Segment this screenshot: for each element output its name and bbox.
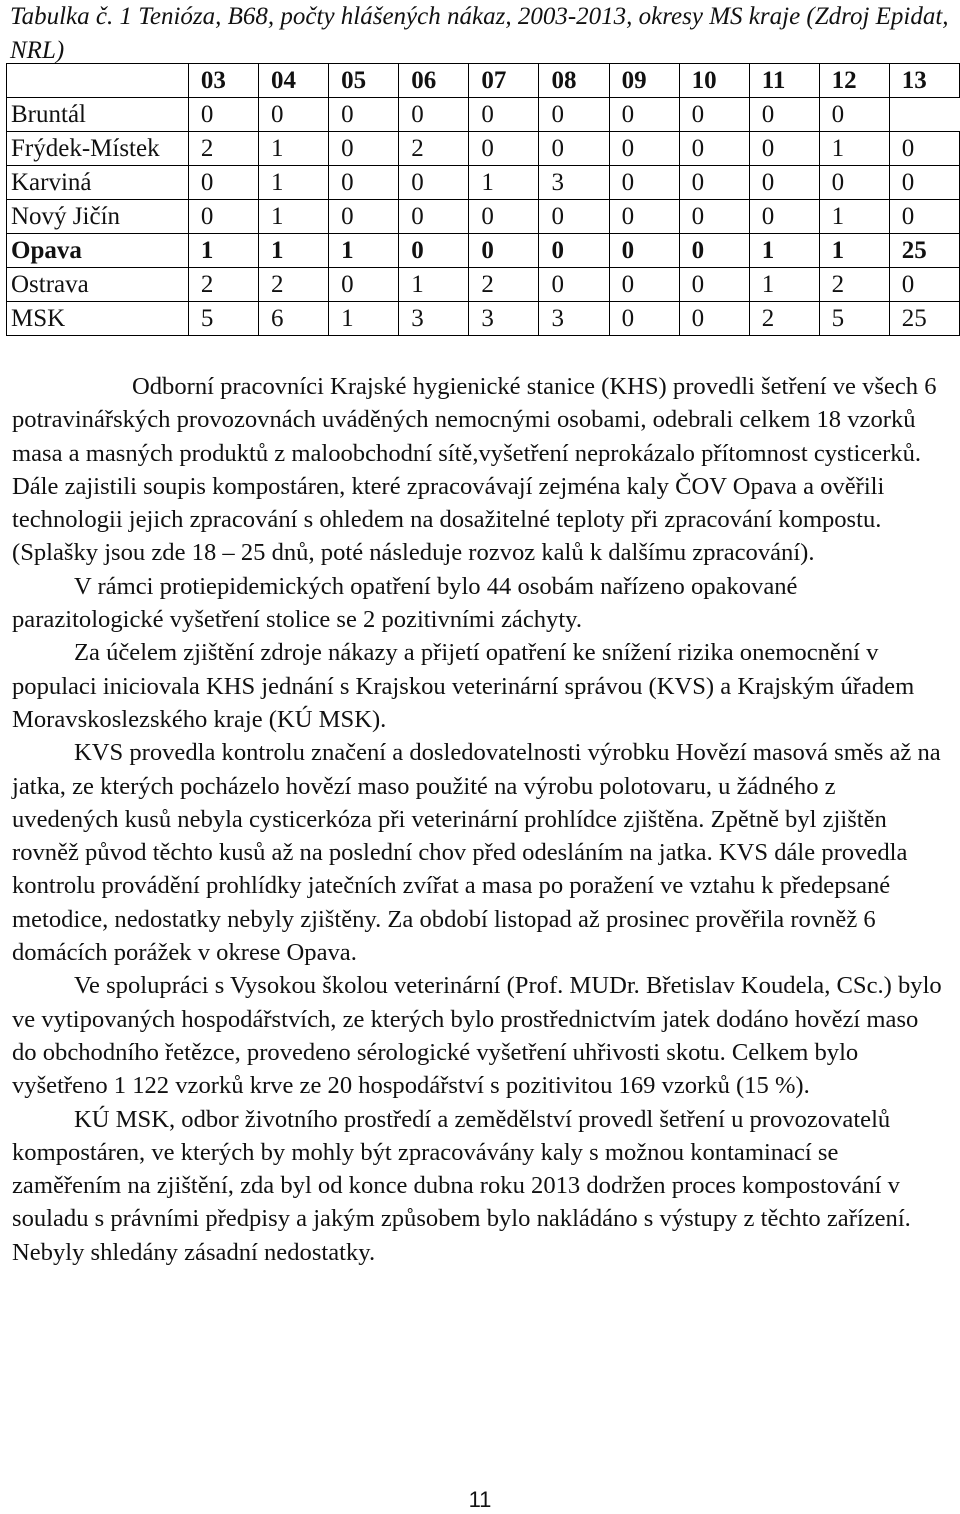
year-header: 05: [329, 64, 399, 98]
count-cell: 0: [819, 98, 889, 132]
year-header: 06: [399, 64, 469, 98]
count-cell: 1: [329, 302, 399, 336]
count-cell: 25: [889, 234, 959, 268]
count-cell: 1: [749, 268, 819, 302]
count-cell: 0: [188, 166, 258, 200]
count-cell: 0: [609, 302, 679, 336]
count-cell: 1: [819, 132, 889, 166]
count-cell: 2: [469, 268, 539, 302]
count-cell: 0: [679, 302, 749, 336]
count-cell: 0: [679, 234, 749, 268]
count-cell: 2: [188, 132, 258, 166]
table-row: [7, 234, 960, 268]
count-cell: 2: [188, 268, 258, 302]
count-cell: 6: [259, 302, 329, 336]
count-cell: 0: [609, 132, 679, 166]
count-cell: 1: [259, 166, 329, 200]
count-cell: 0: [329, 200, 399, 234]
count-cell: 5: [188, 302, 258, 336]
count-cell: 0: [539, 98, 609, 132]
count-cell: 1: [259, 132, 329, 166]
count-cell: 0: [399, 166, 469, 200]
count-cell: 0: [469, 234, 539, 268]
count-cell: 0: [749, 98, 819, 132]
year-header: 09: [609, 64, 679, 98]
count-cell: 3: [539, 166, 609, 200]
table-header-row: [7, 64, 960, 98]
table-body: [7, 98, 960, 336]
count-cell: 5: [819, 302, 889, 336]
district-name: Opava: [7, 234, 189, 268]
count-cell: 0: [329, 166, 399, 200]
count-cell: 1: [399, 268, 469, 302]
table-row: [7, 166, 960, 200]
count-cell: 0: [889, 268, 959, 302]
count-cell: 0: [609, 166, 679, 200]
count-cell: 0: [889, 200, 959, 234]
year-header: 03: [188, 64, 258, 98]
count-cell: 3: [469, 302, 539, 336]
district-name: Frýdek-Místek: [7, 132, 189, 166]
year-header: 08: [539, 64, 609, 98]
count-cell: 1: [749, 234, 819, 268]
count-cell: 0: [539, 234, 609, 268]
count-cell: 0: [329, 132, 399, 166]
count-cell: 2: [749, 302, 819, 336]
year-header: 13: [889, 64, 959, 98]
count-cell: 0: [679, 98, 749, 132]
page-number: 11: [468, 1487, 492, 1512]
table-row: [7, 268, 960, 302]
count-cell: 0: [399, 234, 469, 268]
count-cell: 0: [679, 166, 749, 200]
count-cell: 25: [889, 302, 959, 336]
count-cell: 0: [749, 166, 819, 200]
count-cell: 1: [259, 200, 329, 234]
table-row: [7, 98, 960, 132]
count-cell: 0: [188, 98, 258, 132]
paragraph: KVS provedla kontrolu značení a dosledovatelnosti výrobku Hovězí masová směs až na jatka, ze kterých pocházelo hovězí maso použité na výrobu polotovaru, u žádného z uvedených kusů nebyla cysticerkóza při veterinární prohlídce zjištěna. Zpětně byl zjištěn rovněž původ těchto kusů až na poslední chov před odesláním na jatka. KVS dále provedla kontrolu provádění prohlídky jatečních zvířat a masa po poražení ve vztahu k předepsané metodice, nedostatky nebyly zjištěny. Za období listopad až prosinec prověřila rovněž 6 domácích porážek v okrese Opava.: [12, 739, 941, 967]
count-cell: 1: [469, 166, 539, 200]
count-cell: 0: [469, 200, 539, 234]
year-header: 07: [469, 64, 539, 98]
count-cell: 0: [399, 98, 469, 132]
paragraph: Za účelem zjištění zdroje nákazy a přijetí opatření ke snížení rizika onemocnění v populaci iniciovala KHS jednání s Krajskou veterinární správou (KVS) a Krajským úřadem Moravskoslezského kraje (KÚ MSK).: [12, 639, 915, 733]
paragraph: Odborní pracovníci Krajské hygienické stanice (KHS) provedli šetření ve všech 6 potravinářských provozovnách uváděných nemocnými osobami, odebrali celkem 18 vzorků masa a masných produktů z maloobchodní sítě,vyšetření neprokázalo přítomnost cysticerků. Dále zajistili soupis kompostáren, které zpracovávají zejména kaly ČOV Opava a ověřili technologii jejich zpracování s ohledem na dosažitelné teploty při zpracování kompostu. (Splašky jsou zde 18 – 25 dnů, poté následuje rozvoz kalů k dalšímu zpracování).: [12, 373, 937, 567]
count-cell: 0: [819, 166, 889, 200]
teniosis-table: [6, 63, 960, 336]
count-cell: 1: [259, 234, 329, 268]
count-cell: 0: [539, 132, 609, 166]
district-name: Karviná: [7, 166, 189, 200]
count-cell: 0: [469, 98, 539, 132]
count-cell: 0: [749, 200, 819, 234]
count-cell: 1: [329, 234, 399, 268]
year-header: 11: [749, 64, 819, 98]
count-cell: 0: [539, 268, 609, 302]
table-row: [7, 302, 960, 336]
count-cell: 2: [819, 268, 889, 302]
paragraph: KÚ MSK, odbor životního prostředí a zemědělství provedl šetření u provozovatelů kompostáren, ve kterých by mohly být zpracovávány kaly s možnou kontaminací se zaměřením na zjištění, zda byl od konce dubna roku 2013 dodržen proces kompostování v souladu s právními předpisy a jakým způsobem bylo nakládáno s výstupy z těchto zařízení. Nebyly shledány zásadní nedostatky.: [12, 1105, 911, 1266]
district-name: Bruntál: [7, 98, 189, 132]
count-cell: 0: [329, 268, 399, 302]
paragraph: Ve spolupráci s Vysokou školou veterinární (Prof. MUDr. Břetislav Koudela, CSc.) bylo ve vytipovaných hospodářstvích, ze kterých bylo prostřednictvím jatek dodáno hovězí maso do obchodního řetězce, provedeno sérologické vyšetření uhřivosti skotu. Celkem bylo vyšetřeno 1 122 vzorků krve ze 20 hospodářství s pozitivitou 169 vzorků (15 %).: [12, 972, 942, 1100]
district-name: Ostrava: [7, 268, 189, 302]
table-corner-cell: [7, 64, 189, 98]
count-cell: 1: [819, 234, 889, 268]
count-cell: 0: [609, 200, 679, 234]
count-cell: 2: [399, 132, 469, 166]
count-cell: 0: [188, 200, 258, 234]
paragraph: V rámci protiepidemických opatření bylo 44 osobám nařízeno opakované parazitologické vyšetření stolice se 2 pozitivními záchyty.: [12, 572, 798, 634]
count-cell: 0: [889, 132, 959, 166]
count-cell: 0: [679, 200, 749, 234]
year-header: 10: [679, 64, 749, 98]
year-header: 12: [819, 64, 889, 98]
district-name: MSK: [7, 302, 189, 336]
count-cell: 3: [399, 302, 469, 336]
table-row: [7, 200, 960, 234]
table-caption: Tabulka č. 1 Tenióza, B68, počty hlášených nákaz, 2003-2013, okresy MS kraje (Zdroj Epidat, NRL): [10, 3, 949, 64]
table-row: [7, 132, 960, 166]
report-text: [12, 370, 942, 1269]
count-cell: 0: [609, 268, 679, 302]
count-cell: 0: [329, 98, 399, 132]
count-cell: 0: [539, 200, 609, 234]
count-cell: 3: [539, 302, 609, 336]
count-cell: 0: [609, 98, 679, 132]
year-header: 04: [259, 64, 329, 98]
district-name: Nový Jičín: [7, 200, 189, 234]
count-cell: 1: [188, 234, 258, 268]
count-cell: 0: [399, 200, 469, 234]
count-cell: 2: [259, 268, 329, 302]
count-cell: 0: [469, 132, 539, 166]
count-cell: 0: [609, 234, 679, 268]
count-cell: 0: [679, 268, 749, 302]
count-cell: 0: [749, 132, 819, 166]
count-cell: 0: [679, 132, 749, 166]
count-cell: 0: [259, 98, 329, 132]
count-cell: 1: [819, 200, 889, 234]
count-cell: 0: [889, 166, 959, 200]
